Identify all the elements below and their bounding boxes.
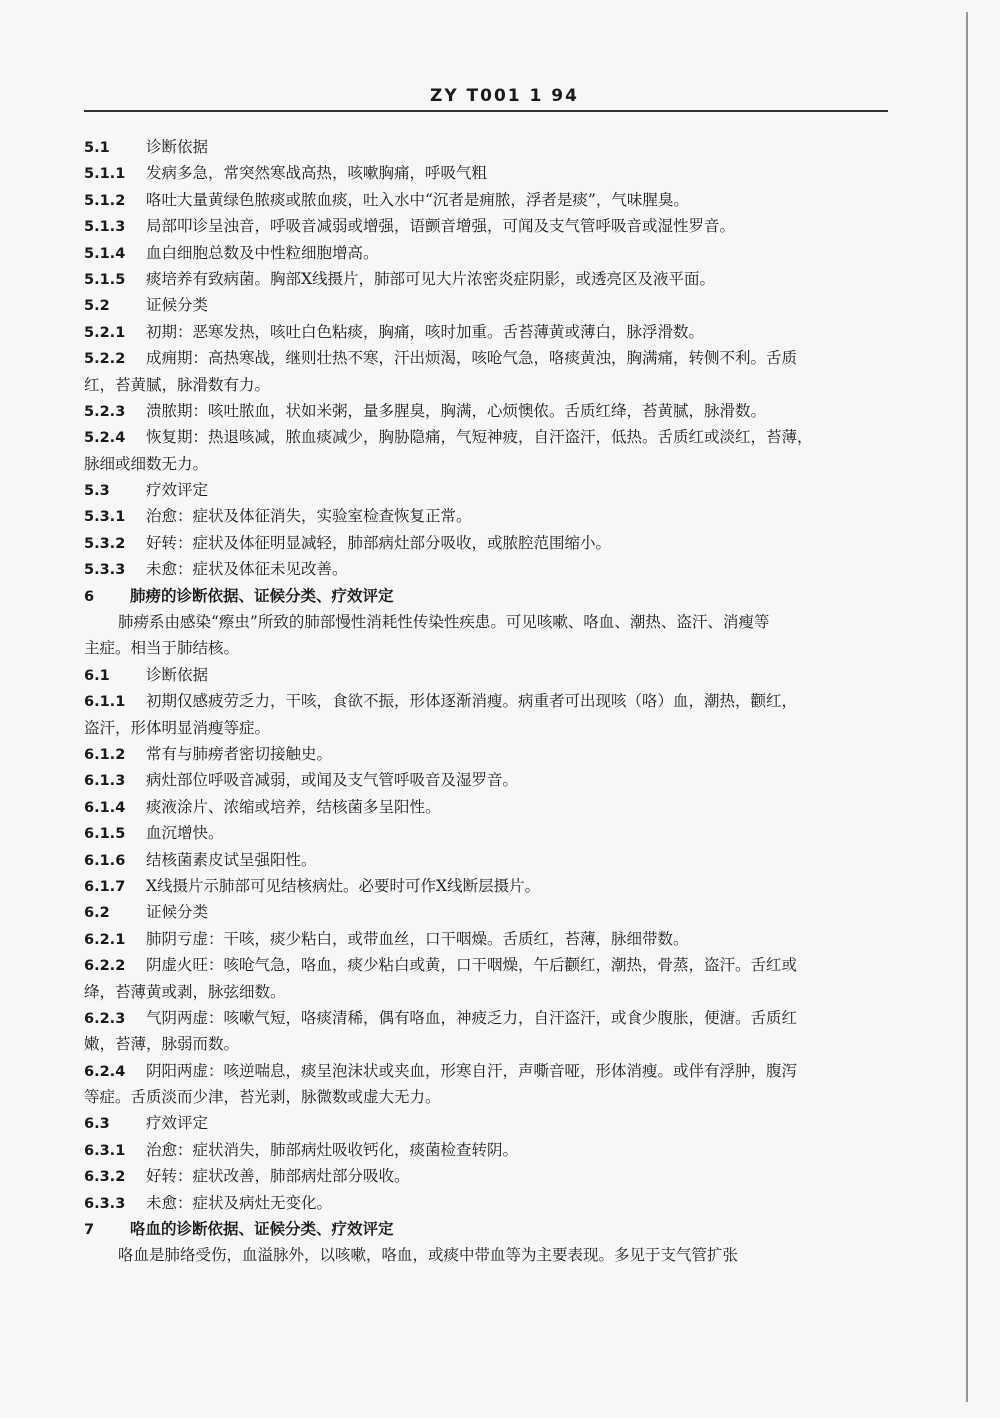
clause-number: 5.1 bbox=[84, 140, 110, 156]
clause-number: 6.3.3 bbox=[84, 1195, 126, 1212]
clause-number: 5.2.2 bbox=[84, 351, 126, 368]
clause-text: 治愈：症状消失，肺部病灶吸收钙化，痰菌检查转阴。 bbox=[146, 1140, 519, 1159]
clause-text: 发病多急，常突然寒战高热，咳嗽胸痛，呼吸气粗 bbox=[146, 164, 488, 183]
standard-code: ZY T001 1 94 bbox=[430, 86, 579, 106]
clause-text: 诊断依据 bbox=[146, 138, 209, 156]
document-body bbox=[84, 134, 892, 1269]
clause-number: 6.1.6 bbox=[84, 852, 126, 869]
clause-line bbox=[84, 266, 892, 292]
clause-line bbox=[84, 794, 892, 820]
clause-number: 5.2.4 bbox=[84, 430, 126, 447]
clause-text: 好转：症状及体征明显减轻，肺部病灶部分吸收，或脓腔范围缩小。 bbox=[146, 533, 612, 552]
clause-line bbox=[84, 187, 892, 213]
page-header bbox=[0, 86, 1000, 116]
clause-number: 6.2.4 bbox=[84, 1063, 126, 1080]
clause-text: 痰培养有致病菌。胸部X线摄片，肺部可见大片浓密炎症阴影，或透亮区及液平面。 bbox=[146, 269, 716, 288]
clause-line bbox=[84, 1137, 892, 1163]
page-edge bbox=[966, 12, 968, 1402]
clause-text: 初期仅感疲劳乏力，干咳，食欲不振，形体逐渐消瘦。病重者可出现咳（咯）血，潮热，颧红， bbox=[146, 692, 798, 711]
clause-text: 初期：恶寒发热，咳吐白色粘痰，胸痛，咳时加重。舌苔薄黄或薄白，脉浮滑数。 bbox=[146, 322, 705, 341]
clause-number: 5.1.5 bbox=[84, 271, 126, 288]
clause-number: 5.2.3 bbox=[84, 403, 126, 420]
clause-text: 未愈：症状及体征未见改善。 bbox=[146, 560, 348, 579]
clause-number: 5.3.2 bbox=[84, 535, 126, 552]
clause-number: 5.1.3 bbox=[84, 219, 126, 236]
clause-number: 6.1.5 bbox=[84, 826, 126, 843]
clause-number: 6.1 bbox=[84, 667, 110, 684]
clause-line bbox=[84, 873, 892, 899]
clause-text: 血沉增快。 bbox=[146, 824, 224, 843]
clause-number: 6.2.1 bbox=[84, 931, 126, 948]
continuation-line bbox=[84, 372, 892, 398]
subsection-title bbox=[84, 1110, 892, 1136]
clause-text: 阴虚火旺：咳呛气急，咯血，痰少粘白或黄，口干咽燥，午后颧红，潮热，骨蒸，盗汗。舌红或 bbox=[146, 956, 798, 975]
clause-line bbox=[84, 345, 892, 371]
clause-text: 常有与肺痨者密切接触史。 bbox=[146, 744, 333, 763]
clause-text: 脉细或细数无力。 bbox=[84, 454, 209, 473]
clause-line bbox=[84, 160, 892, 186]
clause-line bbox=[84, 503, 892, 529]
clause-text: 肺阴亏虚：干咳，痰少粘白，或带血丝，口干咽燥。舌质红，苔薄，脉细带数。 bbox=[146, 929, 689, 948]
paragraph-line bbox=[84, 1242, 892, 1268]
clause-text: 盗汗，形体明显消瘦等症。 bbox=[84, 718, 271, 737]
clause-number: 5.1.2 bbox=[84, 192, 126, 209]
clause-number: 6.1.4 bbox=[84, 799, 126, 816]
clause-text: 未愈：症状及病灶无变化。 bbox=[146, 1193, 333, 1212]
clause-number: 5.3.1 bbox=[84, 509, 126, 526]
clause-text: 疗效评定 bbox=[146, 1114, 209, 1133]
clause-text: 主症。相当于肺结核。 bbox=[84, 639, 240, 658]
clause-text: 证候分类 bbox=[146, 296, 209, 315]
clause-text: 结核菌素皮试呈强阳性。 bbox=[146, 850, 317, 869]
clause-text: 嫩，苔薄，脉弱而数。 bbox=[84, 1035, 240, 1054]
clause-number: 6.3 bbox=[84, 1116, 110, 1133]
clause-line bbox=[84, 319, 892, 345]
clause-text: 成痈期：高热寒战，继则壮热不寒，汗出烦渴，咳呛气急，咯痰黄浊，胸满痛，转侧不利。舌质 bbox=[146, 349, 798, 368]
clause-line bbox=[84, 1005, 892, 1031]
clause-number: 5.3.3 bbox=[84, 562, 126, 579]
clause-line bbox=[84, 741, 892, 767]
clause-text: 咯吐大量黄绿色脓痰或脓血痰，吐入水中“沉者是痈脓，浮者是痰”，气味腥臭。 bbox=[146, 190, 689, 209]
clause-text: 局部叩诊呈浊音，呼吸音减弱或增强，语颤音增强，可闻及支气管呼吸音或湿性罗音。 bbox=[146, 217, 736, 236]
subsection-title bbox=[84, 292, 892, 318]
clause-number: 6.3.2 bbox=[84, 1169, 126, 1186]
clause-number: 6.1.7 bbox=[84, 878, 126, 895]
clause-line bbox=[84, 926, 892, 952]
section-heading bbox=[84, 1216, 892, 1242]
clause-number: 5.2.1 bbox=[84, 324, 126, 341]
clause-line bbox=[84, 213, 892, 239]
clause-text: X线摄片示肺部可见结核病灶。必要时可作X线断层摄片。 bbox=[146, 876, 541, 895]
clause-number: 6.2.3 bbox=[84, 1010, 126, 1027]
clause-number: 6.2.2 bbox=[84, 958, 126, 975]
section-heading bbox=[84, 583, 892, 609]
clause-text: 肺痨的诊断依据、证候分类、疗效评定 bbox=[130, 585, 394, 605]
clause-line bbox=[84, 556, 892, 582]
clause-number: 6.1.3 bbox=[84, 773, 126, 790]
clause-number: 6.1.1 bbox=[84, 694, 126, 711]
clause-text: 等症。舌质淡而少津，苔光剥，脉微数或虚大无力。 bbox=[84, 1088, 441, 1107]
clause-text: 绛，苔薄黄或剥，脉弦细数。 bbox=[84, 982, 286, 1001]
subsection-title bbox=[84, 477, 892, 503]
header-rule bbox=[84, 110, 888, 112]
clause-number: 5.1.4 bbox=[84, 245, 126, 262]
clause-text: 血白细胞总数及中性粒细胞增高。 bbox=[146, 243, 379, 262]
clause-line bbox=[84, 1163, 892, 1189]
clause-line bbox=[84, 688, 892, 714]
clause-line bbox=[84, 530, 892, 556]
continuation-line bbox=[84, 635, 892, 661]
clause-line bbox=[84, 240, 892, 266]
clause-number: 5.3 bbox=[84, 483, 110, 500]
clause-line bbox=[84, 424, 892, 450]
clause-number: 5.1.1 bbox=[84, 166, 126, 183]
clause-number: 6.2 bbox=[84, 905, 110, 922]
clause-text: 治愈：症状及体征消失，实验室检查恢复正常。 bbox=[146, 507, 472, 526]
continuation-line bbox=[84, 979, 892, 1005]
continuation-line bbox=[84, 1084, 892, 1110]
subsection-title bbox=[84, 899, 892, 925]
clause-text: 证候分类 bbox=[146, 903, 209, 922]
continuation-line bbox=[84, 1031, 892, 1057]
clause-text: 恢复期：热退咳减，脓血痰减少，胸胁隐痛，气短神疲，自汗盗汗，低热。舌质红或淡红，苔薄， bbox=[146, 428, 813, 447]
clause-number: 5.2 bbox=[84, 298, 110, 315]
subsection-title bbox=[84, 662, 892, 688]
clause-text: 气阴两虚：咳嗽气短，咯痰清稀，偶有咯血，神疲乏力，自汗盗汗，或食少腹胀，便溏。舌质红 bbox=[146, 1008, 798, 1027]
clause-line bbox=[84, 1190, 892, 1216]
clause-text: 咯血的诊断依据、证候分类、疗效评定 bbox=[130, 1219, 394, 1239]
clause-number: 6.1.2 bbox=[84, 746, 126, 763]
clause-line bbox=[84, 767, 892, 793]
clause-number: 6.3.1 bbox=[84, 1142, 126, 1159]
clause-text: 好转：症状改善，肺部病灶部分吸收。 bbox=[146, 1167, 410, 1186]
clause-line bbox=[84, 820, 892, 846]
clause-text: 咯血是肺络受伤，血溢脉外，以咳嗽，咯血，或痰中带血等为主要表现。多见于支气管扩张 bbox=[118, 1246, 739, 1265]
clause-text: 病灶部位呼吸音减弱，或闻及支气管呼吸音及湿罗音。 bbox=[146, 771, 519, 790]
clause-text: 疗效评定 bbox=[146, 481, 209, 500]
clause-text: 痰液涂片、浓缩或培养，结核菌多呈阳性。 bbox=[146, 797, 441, 816]
clause-line bbox=[84, 1058, 892, 1084]
clause-text: 红，苔黄腻，脉滑数有力。 bbox=[84, 375, 271, 394]
clause-number: 6 bbox=[84, 588, 95, 605]
paragraph-line bbox=[84, 609, 892, 635]
clause-line bbox=[84, 952, 892, 978]
clause-text: 阴阳两虚：咳逆喘息，痰呈泡沫状或夹血，形寒自汗，声嘶音哑，形体消瘦。或伴有浮肿，腹泻 bbox=[146, 1061, 798, 1080]
clause-text: 诊断依据 bbox=[146, 665, 209, 684]
clause-line bbox=[84, 847, 892, 873]
clause-text: 肺痨系由感染“瘵虫”所致的肺部慢性消耗性传染性疾患。可见咳嗽、咯血、潮热、盗汗、消瘦等 bbox=[118, 613, 770, 632]
clause-number: 7 bbox=[84, 1222, 95, 1239]
clause-line bbox=[84, 398, 892, 424]
clause-text: 溃脓期：咳吐脓血，状如米粥，量多腥臭，胸满，心烦懊侬。舌质红绛，苔黄腻，脉滑数。 bbox=[146, 401, 767, 420]
continuation-line bbox=[84, 715, 892, 741]
subsection-title bbox=[84, 134, 892, 160]
continuation-line bbox=[84, 451, 892, 477]
